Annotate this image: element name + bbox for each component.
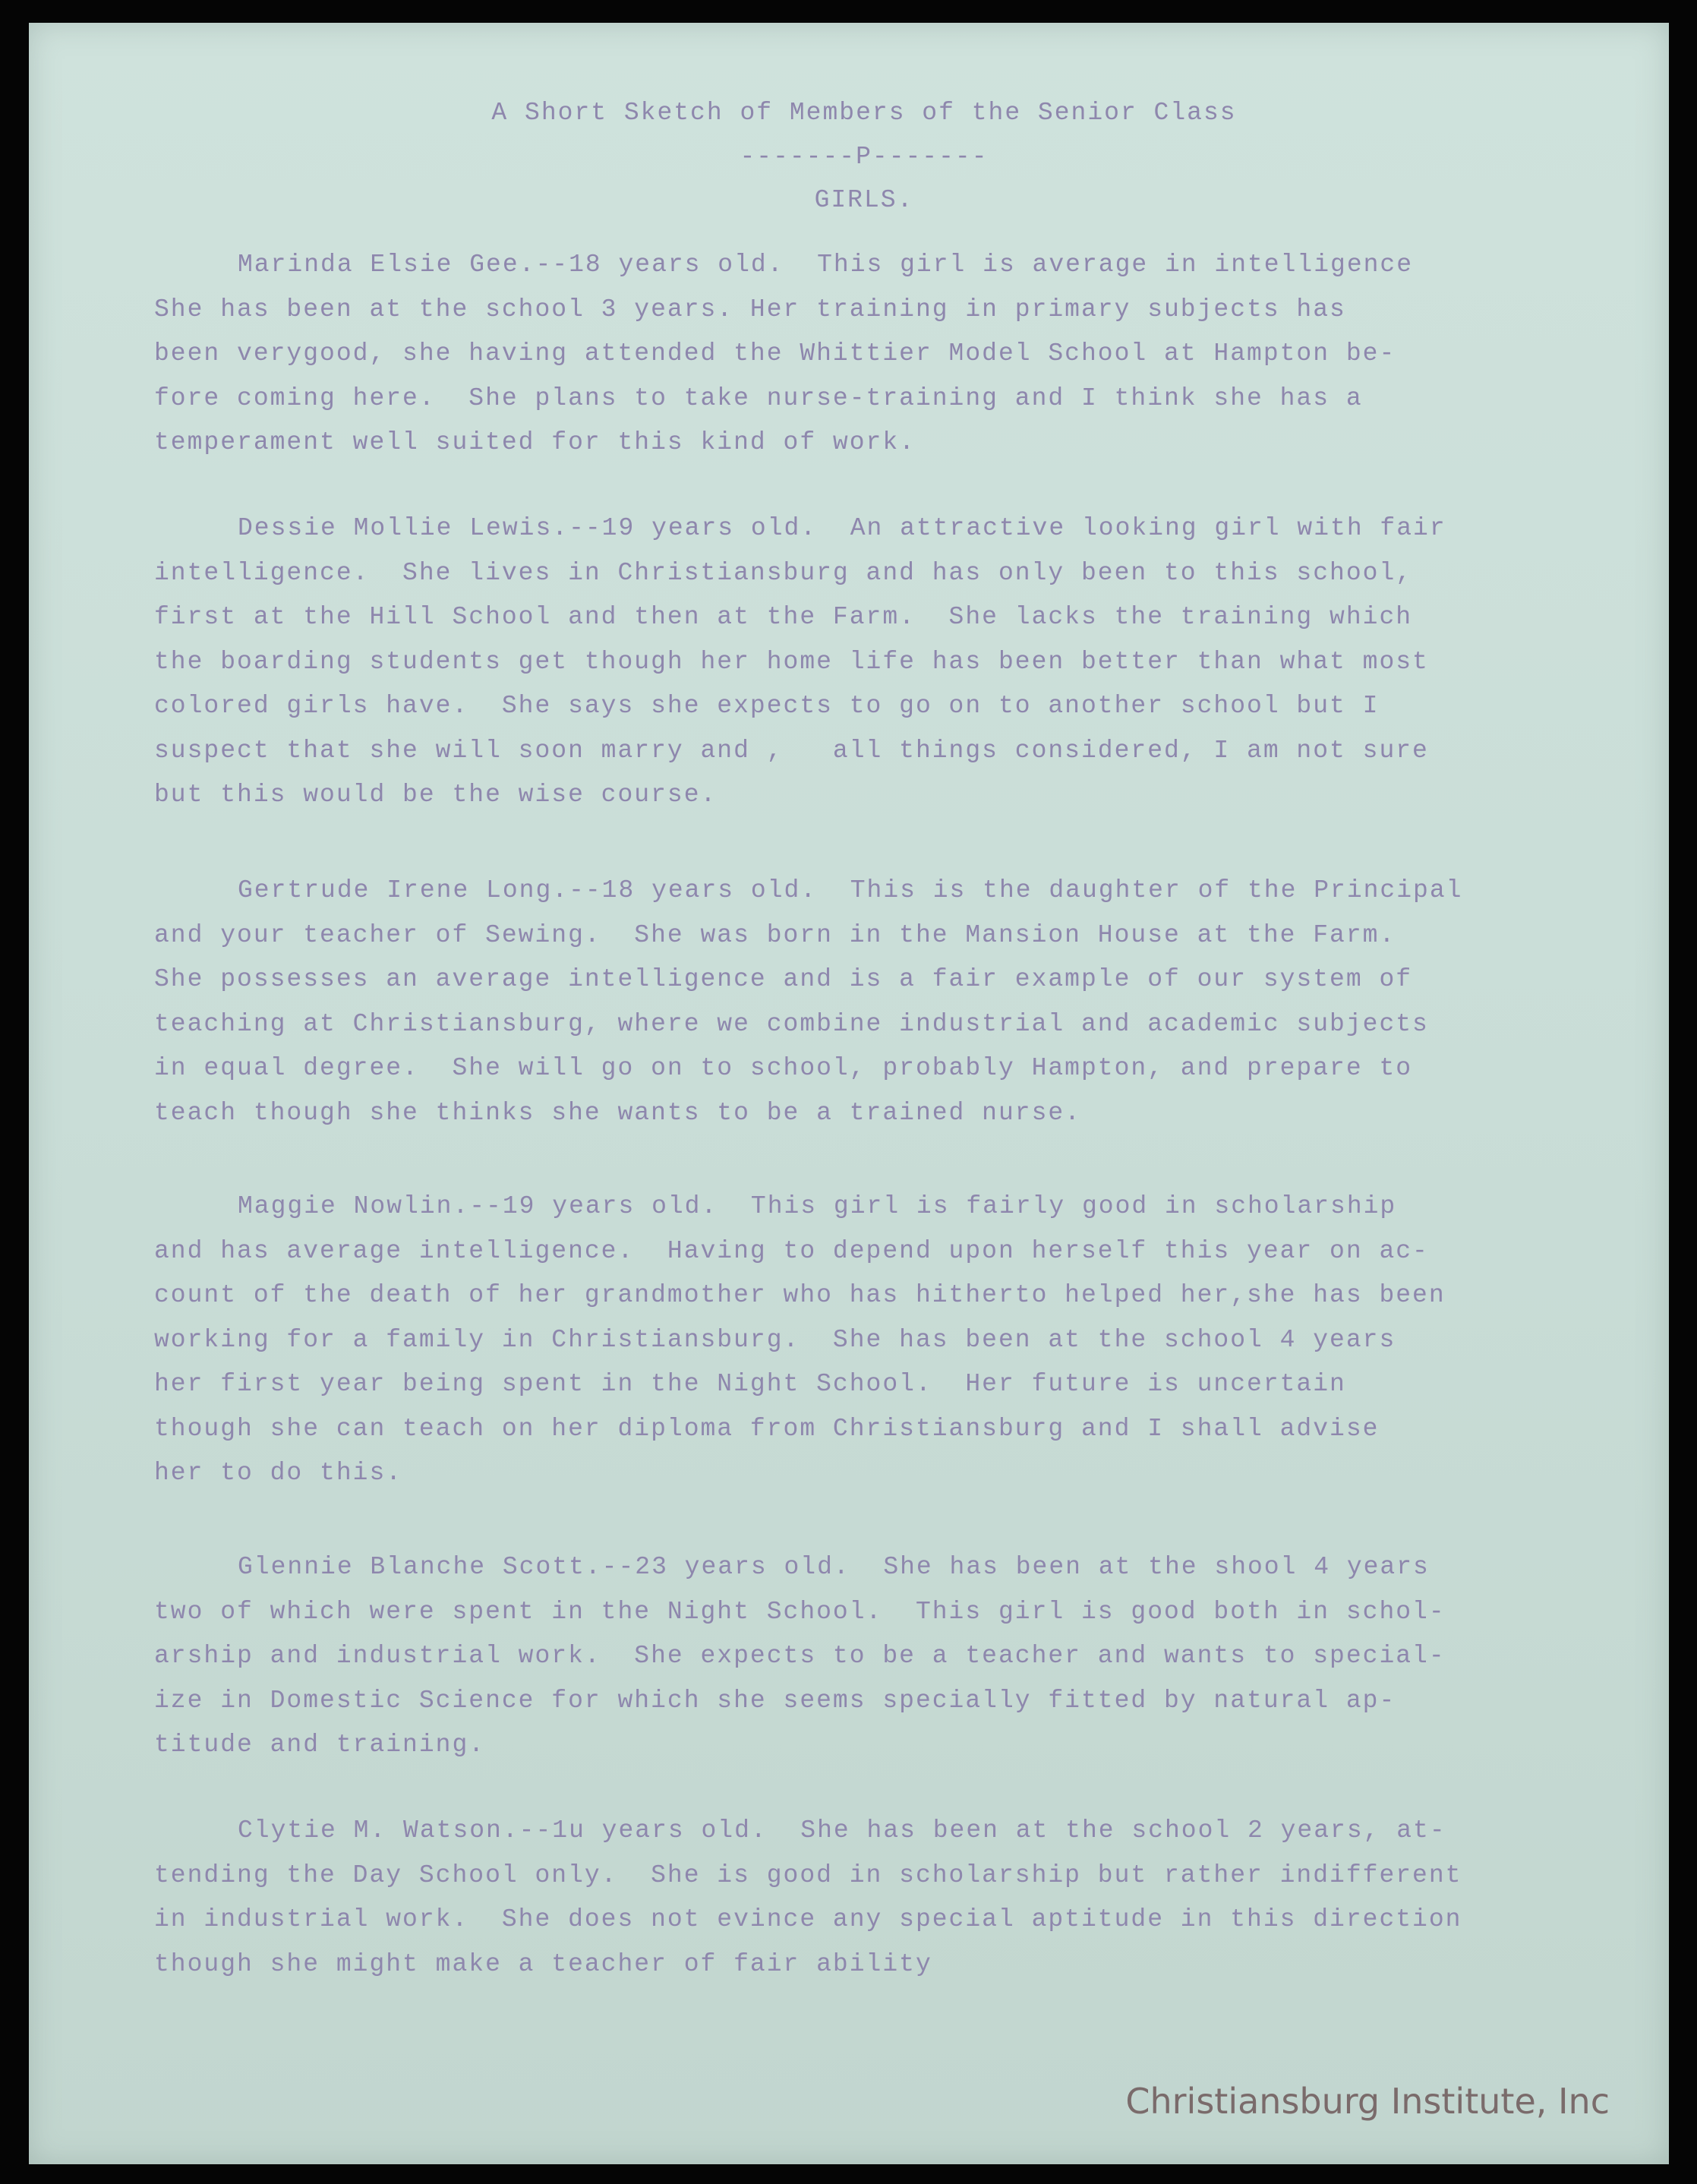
paragraph-long [154,869,1612,1135]
paragraph-line: count of the death of her grandmother who has hitherto helped her,she has been [154,1281,1446,1309]
paragraph-line: Gertrude Irene Long.--18 years old. This is the daughter of the Principal [238,876,1463,904]
paragraph-line: intelligence. She lives in Christiansburg and has only been to this school, [154,558,1413,587]
document-title: A Short Sketch of Members of the Senior Class [491,99,1237,127]
paragraph-line: two of which were spent in the Night School. This girl is good both in schol- [154,1597,1446,1626]
document-body [29,23,1669,2164]
paragraph-line: though she can teach on her diploma from Christiansburg and I shall advise [154,1414,1380,1443]
paragraph-line: though she might make a teacher of fair ability [154,1949,932,1978]
paragraph-line: in industrial work. She does not evince any special aptitude in this direction [154,1905,1462,1933]
paragraph-line: Maggie Nowlin.--19 years old. This girl is fairly good in scholarship [238,1192,1397,1220]
paragraph-line: Glennie Blanche Scott.--23 years old. She has been at the shool 4 years [238,1553,1430,1581]
paragraph-line: in equal degree. She will go on to school, probably Hampton, and prepare to [154,1054,1413,1082]
paragraph-line: but this would be the wise course. [154,781,718,809]
paragraph-line: teach though she thinks she wants to be a trained nurse. [154,1098,1081,1127]
paragraph-line: the boarding students get though her home life has been better than what most [154,647,1429,676]
paragraph-line: first at the Hill School and then at the Farm. She lacks the training which [154,603,1413,631]
paragraph-line: ize in Domestic Science for which she seems specially fitted by natural ap- [154,1686,1396,1715]
paragraph-gee [154,243,1612,466]
paragraph-watson [154,1809,1612,1987]
watermark-text: Christiansburg Institute, Inc [1125,2081,1610,2122]
paragraph-line: and has average intelligence. Having to depend upon herself this year on ac- [154,1236,1429,1265]
paragraph-line: She has been at the school 3 years. Her training in primary subjects has [154,295,1346,323]
paragraph-line: She possesses an average intelligence and is a fair example of our system of [154,965,1413,993]
document-sheet [29,23,1669,2164]
paragraph-nowlin [154,1185,1612,1496]
paragraph-line: suspect that she will soon marry and , all things considered, I am not sure [154,736,1429,765]
title-rule: -------P------- [740,143,989,171]
section-heading: GIRLS. [814,186,914,214]
paragraph-line: teaching at Christiansburg, where we combine industrial and academic subjects [154,1009,1429,1038]
paragraph-line: temperament well suited for this kind of work. [154,428,916,456]
paragraph-line: titude and training. [154,1731,486,1759]
paragraph-line: arship and industrial work. She expects to be a teacher and wants to special- [154,1642,1446,1670]
paragraph-scott [154,1545,1612,1768]
paragraph-line: Marinda Elsie Gee.--18 years old. This girl is average in intelligence [238,251,1414,279]
paragraph-line: her to do this. [154,1459,403,1487]
paragraph-line: tending the Day School only. She is good in scholarship but rather indifferent [154,1861,1462,1889]
paragraph-line: colored girls have. She says she expects to go on to another school but I [154,692,1380,720]
paragraph-line: fore coming here. She plans to take nurse-training and I think she has a [154,383,1363,412]
paragraph-line: working for a family in Christiansburg. She has been at the school 4 years [154,1325,1396,1354]
paragraph-line: Clytie M. Watson.--1u years old. She has been at the school 2 years, at- [238,1816,1446,1845]
paragraph-line: and your teacher of Sewing. She was born in the Mansion House at the Farm. [154,920,1396,949]
paragraph-lewis [154,507,1612,818]
paragraph-line: her first year being spent in the Night School. Her future is uncertain [154,1370,1346,1398]
paragraph-line: been verygood, she having attended the Whittier Model School at Hampton be- [154,339,1396,368]
paragraph-line: Dessie Mollie Lewis.--19 years old. An attractive looking girl with fair [238,514,1446,542]
